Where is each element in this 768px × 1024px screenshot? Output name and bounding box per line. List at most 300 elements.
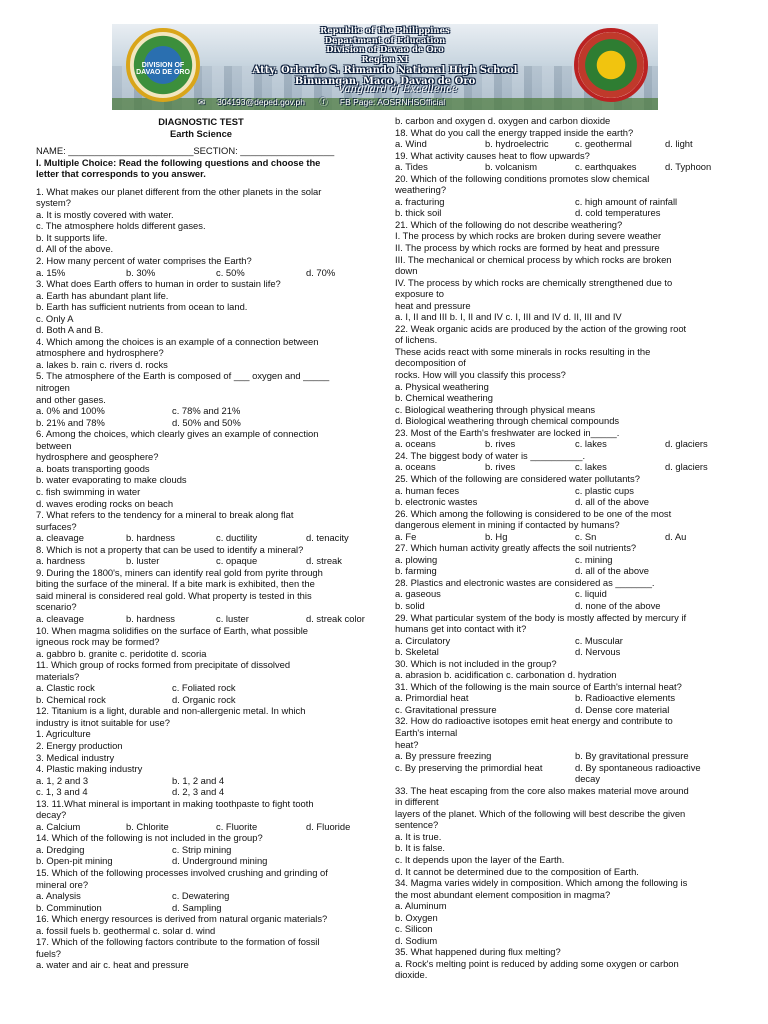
header-line-region: Region XI [361,54,409,65]
line-text: nitrogen [36,382,70,394]
question-line [36,798,366,810]
question-line [395,127,735,139]
line-text: dioxide. [395,969,428,981]
question-line [36,428,366,440]
line-text: between [36,439,72,451]
choice-text: a. Analysis [36,890,81,902]
question-line [395,923,735,935]
line-text: atmosphere and hydrosphere? [36,347,164,359]
question-line [395,715,735,727]
line-text: c. fish swimming in water [36,485,141,497]
choice-text: c. geothermal [575,138,632,150]
question-line [36,521,366,533]
question-line [36,197,366,209]
choice-text: d. Dense core material [575,703,670,715]
line-text: dangerous element in mining if contacted by humans? [395,519,620,531]
question-line [36,474,366,486]
choice-text: d. tenacity [306,532,349,544]
choice-text: d. Typhoon [665,161,712,173]
question-line [36,740,366,752]
line-text: b. water evaporating to make clouds [36,474,187,486]
line-text: down [395,265,418,277]
question-line [36,243,366,255]
question-line [395,415,735,427]
question-line [395,265,735,277]
question-line [36,370,366,382]
question-line [395,184,735,196]
question-line [36,936,366,948]
line-text: 5. The atmosphere of the Earth is composed of ___ oxygen and _____ [36,370,330,382]
question-line [395,842,735,854]
line-text: 26. Which among the following is considered to be one of the most [395,507,672,519]
line-text: said mineral is considered real gold. What property is tested in this [36,589,312,601]
choice-text: c. ductility [216,532,258,544]
question-line [395,254,735,266]
line-text: b. Oxygen [395,911,438,923]
question-line [395,912,735,924]
choice-text: a. Dredging [36,843,85,855]
choice-text: a. By pressure freezing [395,750,492,762]
facebook-icon: ⓕ [319,97,328,107]
question-line [395,138,735,150]
choice-text: d. By spontaneous radioactive [575,761,701,773]
line-text: 28. Plastics and electronic wastes are considered as _______. [395,576,655,588]
line-text: a. I, II and III b. I, II and IV c. I, III and IV d. II, III and IV [395,311,622,323]
choice-text: d. all of the above [575,565,650,577]
choice-text: d. Fluoride [306,820,351,832]
question-line [395,230,735,242]
line-text: c. It depends upon the layer of the Earth. [395,854,565,865]
question-line [36,821,366,833]
school-header-banner [112,24,658,110]
choice-text: d. streak [306,555,342,567]
question-line [395,150,735,162]
line-text: I. The process by which rocks are broken during severe weather [395,230,662,242]
question-line [36,255,366,267]
question-line [36,705,366,717]
line-text: Earth's internal [395,726,458,738]
question-line [36,890,366,902]
email-icon: ✉ [198,97,206,107]
question-line [36,855,366,867]
question-line [36,567,366,579]
line-text: 33. The heat escaping from the core also makes material move around [395,784,689,796]
header-line-republic: Republic of the Philippines [320,26,450,36]
choice-text: a. cleavage [36,612,84,624]
question-line [36,913,366,925]
question-line [395,531,735,543]
question-line [395,796,735,808]
choice-text: b. hydroelectric [485,138,549,150]
choice-text: d. none of the above [575,599,661,611]
question-line [36,775,366,787]
question-line [395,877,735,889]
question-line [395,819,735,831]
line-text: 32. How do radioactive isotopes emit heat energy and contribute to [395,715,673,727]
choice-text: c. Muscular [575,634,623,646]
question-line [36,844,366,856]
question-line [36,347,366,359]
choice-text: b. thick soil [395,207,442,219]
line-text: 24. The biggest body of water is __________. [395,449,586,461]
question-line [395,577,735,589]
line-text: heat? [395,738,419,750]
question-line [36,590,366,602]
question-line [395,115,735,127]
choice-text: c. opaque [216,555,258,567]
question-line [395,646,735,658]
line-text: a. Rock's melting point is reduced by adding some oxygen or carbon [395,957,679,969]
choice-text: c. Strip mining [172,843,232,855]
question-line [36,394,366,406]
question-line [36,498,366,510]
header-line-deped: Department of Education [324,35,446,46]
line-text: surfaces? [36,520,77,532]
question-line [36,209,366,221]
question-line [36,509,366,521]
choice-text: c. Foliated rock [172,682,236,694]
choice-text: b. Skeletal [395,646,439,658]
question-line [395,900,735,912]
line-text: 13. 11.What mineral is important in making toothpaste to fight tooth [36,797,314,809]
line-text: b. It is false. [395,842,446,854]
line-text: c. The atmosphere holds different gases. [36,220,206,232]
question-line [395,946,735,958]
header-email: 304193@deped.gov.ph [217,97,306,107]
choice-text: a. hardness [36,555,85,567]
question-line [36,451,366,463]
choice-text: a. Clastic rock [36,682,95,694]
line-text: 4. Plastic making industry [36,763,143,775]
question-line [36,867,366,879]
question-line [36,301,366,313]
right-questions [395,115,735,981]
line-text: IV. The process by which rocks are chemically strengthened due to [395,276,673,288]
question-line [395,381,735,393]
line-text: hydrosphere and geosphere? [36,451,159,463]
choice-text: d. glaciers [665,438,708,450]
choice-text: b. Radioactive elements [575,692,676,704]
choice-text: b. Comminution [36,901,102,913]
question-line [395,161,735,173]
choice-text: d. cold temperatures [575,207,661,219]
line-text: 16. Which energy resources is derived from natural organic materials? [36,913,328,925]
line-text: 9. During the 1800's, miners can identify real gold from pyrite through [36,566,323,578]
question-line [395,785,735,797]
question-line [395,623,735,635]
line-text: a. gabbro b. granite c. peridotite d. scoria [36,647,207,659]
question-line [36,405,366,417]
choice-text: b. hardness [126,532,175,544]
line-text: a. Earth has abundant plant life. [36,289,169,301]
question-line [36,186,366,198]
question-line [395,808,735,820]
choice-text: d. 2, 3 and 4 [172,786,225,798]
question-line [395,438,735,450]
question-line [395,958,735,970]
line-text: 20. Which of the following conditions promotes slow chemical [395,172,650,184]
question-line [395,727,735,739]
line-text: in different [395,796,439,808]
line-text: exposure to [395,288,444,300]
choice-text: b. electronic wastes [395,496,478,508]
line-text: sentence? [395,819,439,831]
choice-text: d. Au [665,530,687,542]
question-line [36,555,366,567]
question-line [395,866,735,878]
line-text: system? [36,197,71,209]
line-text: a. Aluminum [395,900,447,912]
line-text: 8. Which is not a property that can be used to identify a mineral? [36,543,304,555]
choice-text: a. 1, 2 and 3 [36,774,89,786]
line-text: mineral ore? [36,878,89,890]
question-line [395,773,735,785]
question-line [395,277,735,289]
question-line [395,692,735,704]
question-line [36,763,366,775]
header-line-division: Division of Davao de Oro [326,45,444,55]
line-text: 25. Which of the following are considered water pollutants? [395,472,640,484]
line-text: scenario? [36,601,77,613]
choice-text: a. cleavage [36,532,84,544]
choice-text: c. lakes [575,461,607,473]
question-line [36,659,366,671]
division-seal-logo: DIVISION OF DAVAO DE ORO [126,28,200,102]
choice-text: a. gaseous [395,588,441,600]
line-text: a. It is true. [395,830,442,842]
line-text: 10. When magma solidifies on the surface of Earth, what possible [36,624,309,636]
line-text: c. Biological weathering through physical means [395,403,596,415]
question-line [36,613,366,625]
choice-text: b. solid [395,599,425,611]
choice-text: d. Sampling [172,901,222,913]
line-text: d. It cannot be determined due to the composition of Earth. [395,865,639,877]
question-line [36,486,366,498]
line-text: heat and pressure [395,299,471,311]
left-questions [36,186,366,971]
question-line [395,323,735,335]
question-line [395,935,735,947]
choice-text: a. Tides [395,161,428,173]
choice-text: c. 50% [216,266,245,278]
line-text: 3. Medical industry [36,751,115,763]
line-text: d. Sodium [395,934,438,946]
question-line [36,232,366,244]
left-column [36,116,366,971]
choice-text: b. 21% and 78% [36,416,105,428]
line-text: 35. What happened during flux melting? [395,946,561,958]
instructions-line-2: letter that corresponds to you answer. [36,168,206,180]
choice-text: c. Fluorite [216,820,258,832]
choice-text: c. lakes [575,438,607,450]
choice-text: c. luster [216,612,249,624]
line-text: II. The process by which rocks are formed by heat and pressure [395,242,660,254]
question-line [395,889,735,901]
line-text: weathering? [395,184,447,196]
choice-text: b. By gravitational pressure [575,750,689,762]
question-line [395,496,735,508]
question-line [36,532,366,544]
question-line [36,694,366,706]
question-line [395,300,735,312]
question-line [395,704,735,716]
question-line [36,671,366,683]
question-line [395,311,735,323]
line-text: materials? [36,670,80,682]
line-text: 1. What makes our planet different from the other planets in the solar [36,185,322,197]
test-title: DIAGNOSTIC TEST [158,116,244,127]
question-line [395,588,735,600]
choice-text: d. light [665,138,693,150]
line-text: 2. Energy production [36,739,123,751]
question-line [36,313,366,325]
question-line [36,601,366,613]
choice-text: decay [575,773,601,785]
choice-text: b. Hg [485,530,508,542]
choice-text: d. streak color [306,612,365,624]
choice-text: d. Organic rock [172,693,236,705]
header-fb-page: FB Page: AOSRNHSOfficial [339,97,446,107]
question-line [36,417,366,429]
instructions-line-1: I. Multiple Choice: Read the following questions and choose the [36,156,321,168]
question-line [395,404,735,416]
question-line [395,658,735,670]
line-text: 2. How many percent of water comprises the Earth? [36,255,252,267]
line-text: 12. Titanium is a light, durable and non-allergenic metal. In which [36,705,306,717]
line-text: the most abundant element composition in magma? [395,888,611,900]
question-line [36,220,366,232]
question-line [395,427,735,439]
choice-text: c. high amount of rainfall [575,195,678,207]
question-line [395,542,735,554]
line-text: industry is itnot suitable for use? [36,716,170,728]
choice-text: b. 30% [126,266,156,278]
question-line [36,752,366,764]
question-line [36,879,366,891]
line-text: III. The mechanical or chemical process by which rocks are broken [395,253,672,265]
question-line [395,681,735,693]
line-text: decay? [36,809,67,821]
question-line [36,717,366,729]
header-school-name: Atty. Orlando S. Rimando National High School [252,65,518,76]
line-text: d. waves eroding rocks on beach [36,497,174,509]
line-text: c. Only A [36,312,74,324]
question-line [395,357,735,369]
question-line [395,207,735,219]
line-text: humans get into contact with it? [395,623,527,635]
line-text: rocks. How will you classify this process? [395,369,566,381]
header-text [242,27,528,87]
question-line [36,324,366,336]
question-line [36,648,366,660]
line-text: b. It supports life. [36,231,108,243]
choice-text: c. Dewatering [172,890,230,902]
question-line [36,578,366,590]
question-line [36,278,366,290]
choice-text: a. Primordial heat [395,692,469,704]
line-text: 17. Which of the following factors contribute to the formation of fossil [36,936,320,948]
question-line [36,625,366,637]
question-line [395,831,735,843]
question-line [395,519,735,531]
question-line [36,440,366,452]
line-text: a. It is mostly covered with water. [36,208,174,220]
question-line [395,334,735,346]
choice-text: a. Wind [395,138,427,150]
question-line [36,948,366,960]
line-text: a. boats transporting goods [36,462,150,474]
name-section-line: NAME: ________________________SECTION: __________________ [36,145,335,157]
test-subject: Earth Science [169,127,232,139]
choice-text: b. Open-pit mining [36,855,113,867]
line-text: igneous rock may be formed? [36,636,160,648]
line-text: of lichens. [395,334,438,346]
line-text: decomposition of [395,357,466,369]
line-text: b. Earth has sufficient nutrients from ocean to land. [36,301,248,313]
question-line [36,544,366,556]
question-line [36,786,366,798]
line-text: 29. What particular system of the body is mostly affected by mercury if [395,611,687,623]
question-line [395,346,735,358]
line-text: 21. Which of the following do not describe weathering? [395,218,623,230]
question-line [395,473,735,485]
choice-text: d. 50% and 50% [172,416,241,428]
line-text: 31. Which of the following is the main source of Earth's internal heat? [395,680,682,692]
question-line [395,565,735,577]
choice-text: c. mining [575,553,613,565]
choice-text: b. rives [485,438,516,450]
question-line [395,600,735,612]
question-line [395,762,735,774]
question-line [395,554,735,566]
choice-text: d. glaciers [665,461,708,473]
choice-text: a. 0% and 100% [36,405,105,417]
choice-text: a. human feces [395,484,460,496]
line-text: d. All of the above. [36,243,114,255]
question-line [36,636,366,648]
question-line [36,359,366,371]
question-line [395,392,735,404]
line-text: 27. Which human activity greatly affects the soil nutrients? [395,542,637,554]
question-line [36,290,366,302]
line-text: and other gases. [36,393,106,405]
question-line [395,173,735,185]
choice-text: a. Calcium [36,820,81,832]
line-text: a. Physical weathering [395,380,489,392]
choice-text: b. hardness [126,612,175,624]
header-contact [198,96,608,108]
choice-text: b. Chemical rock [36,693,106,705]
choice-text: c. liquid [575,588,607,600]
choice-text: b. volcanism [485,161,538,173]
choice-text: d. 70% [306,266,336,278]
line-text: d. Biological weathering through chemical compounds [395,415,620,427]
choice-text: d. Nervous [575,646,621,658]
line-text: layers of the planet. Which of the following will best describe the given [395,807,686,819]
choice-text: d. Underground mining [172,855,268,867]
question-line [395,369,735,381]
line-text: 11. Which group of rocks formed from precipitate of dissolved [36,659,291,671]
question-line [36,728,366,740]
choice-text: a. Fe [395,530,417,542]
line-text: 34. Magma varies widely in composition. Which among the following is [395,877,688,889]
choice-text: a. oceans [395,461,436,473]
choice-text: c. By preserving the primordial heat [395,761,543,773]
choice-text: a. 15% [36,266,66,278]
choice-text: b. luster [126,555,160,567]
line-text: a. fossil fuels b. geothermal c. solar d. wind [36,924,216,936]
line-text: 15. Which of the following processes involved crushing and grinding of [36,867,328,878]
